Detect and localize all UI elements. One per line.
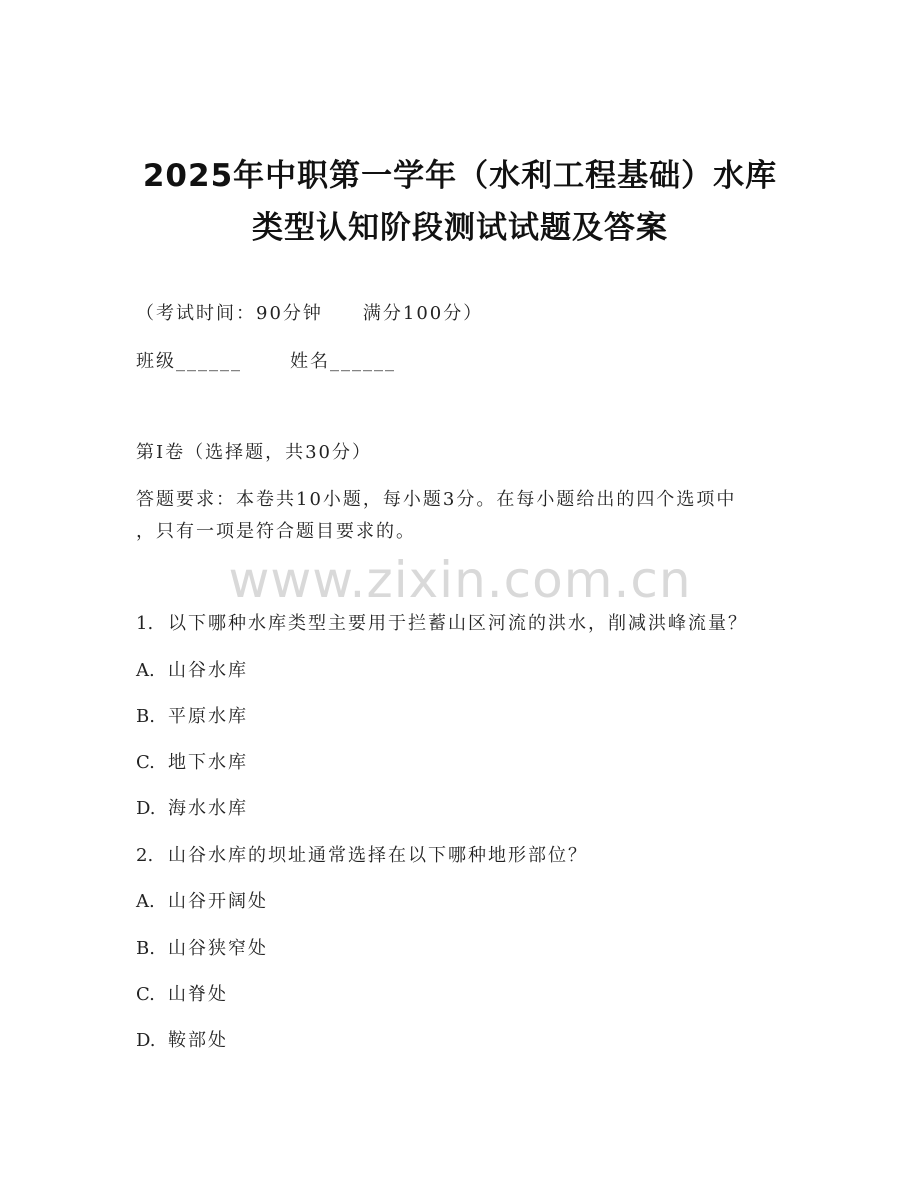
- exam-time: （考试时间：90分钟: [136, 303, 323, 324]
- option-letter: C.: [136, 984, 155, 1005]
- question-1-option-a: [136, 659, 248, 683]
- class-field: 班级______: [136, 351, 242, 372]
- name-field: 姓名______: [290, 351, 396, 372]
- option-letter: B.: [136, 706, 155, 727]
- question-1-option-b: [136, 705, 248, 729]
- instructions-line-1: 答题要求：本卷共10小题，每小题3分。在每小题给出的四个选项中: [136, 489, 737, 510]
- option-letter: C.: [136, 752, 155, 773]
- option-letter: D.: [136, 798, 156, 819]
- exam-info: [136, 302, 483, 326]
- section-heading: 第I卷（选择题，共30分）: [136, 442, 373, 463]
- question-1-option-c: [136, 751, 248, 775]
- title-line-2: 类型认知阶段测试试题及答案: [252, 210, 668, 246]
- question-2-option-c: [136, 983, 228, 1007]
- option-text: 地下水库: [168, 752, 248, 773]
- question-text: 山谷水库的坝址通常选择在以下哪种地形部位？: [168, 845, 588, 866]
- question-number: 1.: [136, 613, 154, 634]
- student-info-row: [136, 350, 396, 374]
- watermark: www.zixin.com.cn: [228, 551, 692, 609]
- question-1: [136, 612, 748, 636]
- question-2-option-b: [136, 937, 268, 961]
- question-number: 2.: [136, 845, 154, 866]
- full-score: 满分100分）: [362, 303, 484, 324]
- option-letter: D.: [136, 1030, 156, 1051]
- question-1-option-d: [136, 797, 248, 821]
- option-text: 山谷开阔处: [168, 891, 268, 912]
- option-letter: A.: [136, 660, 155, 681]
- document-title: [0, 150, 920, 254]
- option-text: 山谷狭窄处: [168, 938, 268, 959]
- question-2-option-d: [136, 1029, 228, 1053]
- option-text: 平原水库: [168, 706, 248, 727]
- option-text: 海水水库: [168, 798, 248, 819]
- question-2: [136, 844, 588, 868]
- option-letter: A.: [136, 891, 155, 912]
- option-text: 山脊处: [168, 984, 228, 1005]
- instructions-line-2: ，只有一项是符合题目要求的。: [136, 521, 416, 542]
- title-line-1: 2025年中职第一学年（水利工程基础）水库: [142, 158, 778, 194]
- option-text: 山谷水库: [168, 660, 248, 681]
- question-text: 以下哪种水库类型主要用于拦蓄山区河流的洪水，削减洪峰流量？: [168, 613, 748, 634]
- option-letter: B.: [136, 938, 155, 959]
- question-2-option-a: [136, 890, 268, 914]
- option-text: 鞍部处: [168, 1030, 228, 1051]
